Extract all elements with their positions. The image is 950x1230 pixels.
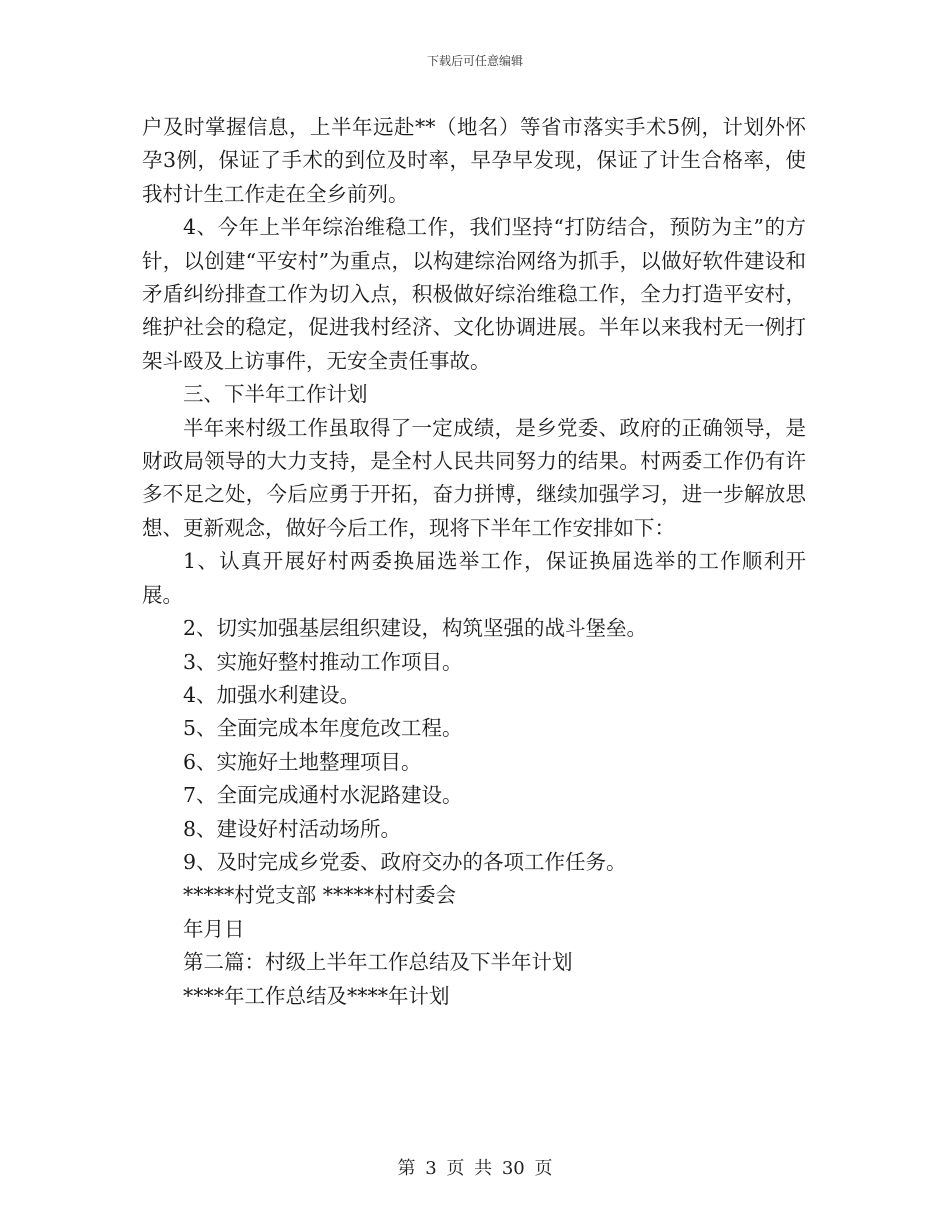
plan-item-6: 6、实施好土地整理项目。 [183, 749, 422, 774]
paragraph-plan-intro: 半年来村级工作虽取得了一定成绩，是乡党委、政府的正确领导，是财政局领导的大力支持，是全村人民共同努力的结果。村两委工作仍有许多不足之处，今后应勇于开拓，奋力拼博，继续加强学习，进一步解放思想、更新观念，做好今后工作，现将下半年工作安排如下： [142, 415, 806, 540]
plan-item-3: 3、实施好整村推动工作项目。 [183, 649, 463, 674]
date-line: 年月日 [183, 916, 245, 941]
page-header: 下载后可任意编辑 [426, 54, 523, 68]
plan-item-9: 9、及时完成乡党委、政府交办的各项工作任务。 [183, 849, 627, 874]
plan-item-7: 7、全面完成通村水泥路建设。 [183, 783, 463, 808]
paragraph-family-planning-cont: 户及时掌握信息，上半年远赴**（地名）等省市落实手术5例，计划外怀孕3例，保证了手术的到位及时率，早孕早发现，保证了计生合格率，使我村计生工作走在全乡前列。 [142, 115, 806, 206]
page-footer-page-number: 第 3 页 共 30 页 [397, 1158, 553, 1179]
paragraph-stability-work: 4、今年上半年综治维稳工作，我们坚持“打防结合，预防为主”的方针，以创建“平安村”为重点，以构建综治网络为抓手，以做好软件建设和矛盾纠纷排查工作为切入点，积极做好综治维稳工作，全力打造平安村，维护社会的稳定，促进我村经济、文化协调进展。半年以来我村无一例打架斗殴及上访事件，无安全责任事故。 [142, 215, 806, 373]
plan-item-1: 1、认真开展好村两委换届选举工作，保证换届选举的工作顺利开展。 [142, 549, 806, 607]
plan-item-5: 5、全面完成本年度危改工程。 [183, 716, 463, 741]
section-title-second-article: 第二篇：村级上半年工作总结及下半年计划 [183, 950, 573, 975]
section-heading-second-half-plan: 三、下半年工作计划 [183, 382, 368, 407]
plan-item-2: 2、切实加强基层组织建设，构筑坚强的战斗堡垒。 [183, 616, 648, 641]
plan-item-4: 4、加强水利建设。 [183, 682, 361, 707]
signature-line: *****村党支部 *****村村委会 [183, 883, 457, 908]
document-body [142, 111, 806, 1013]
plan-item-8: 8、建设好村活动场所。 [183, 816, 402, 841]
section-subtitle-annual-summary: ****年工作总结及****年计划 [183, 983, 450, 1008]
